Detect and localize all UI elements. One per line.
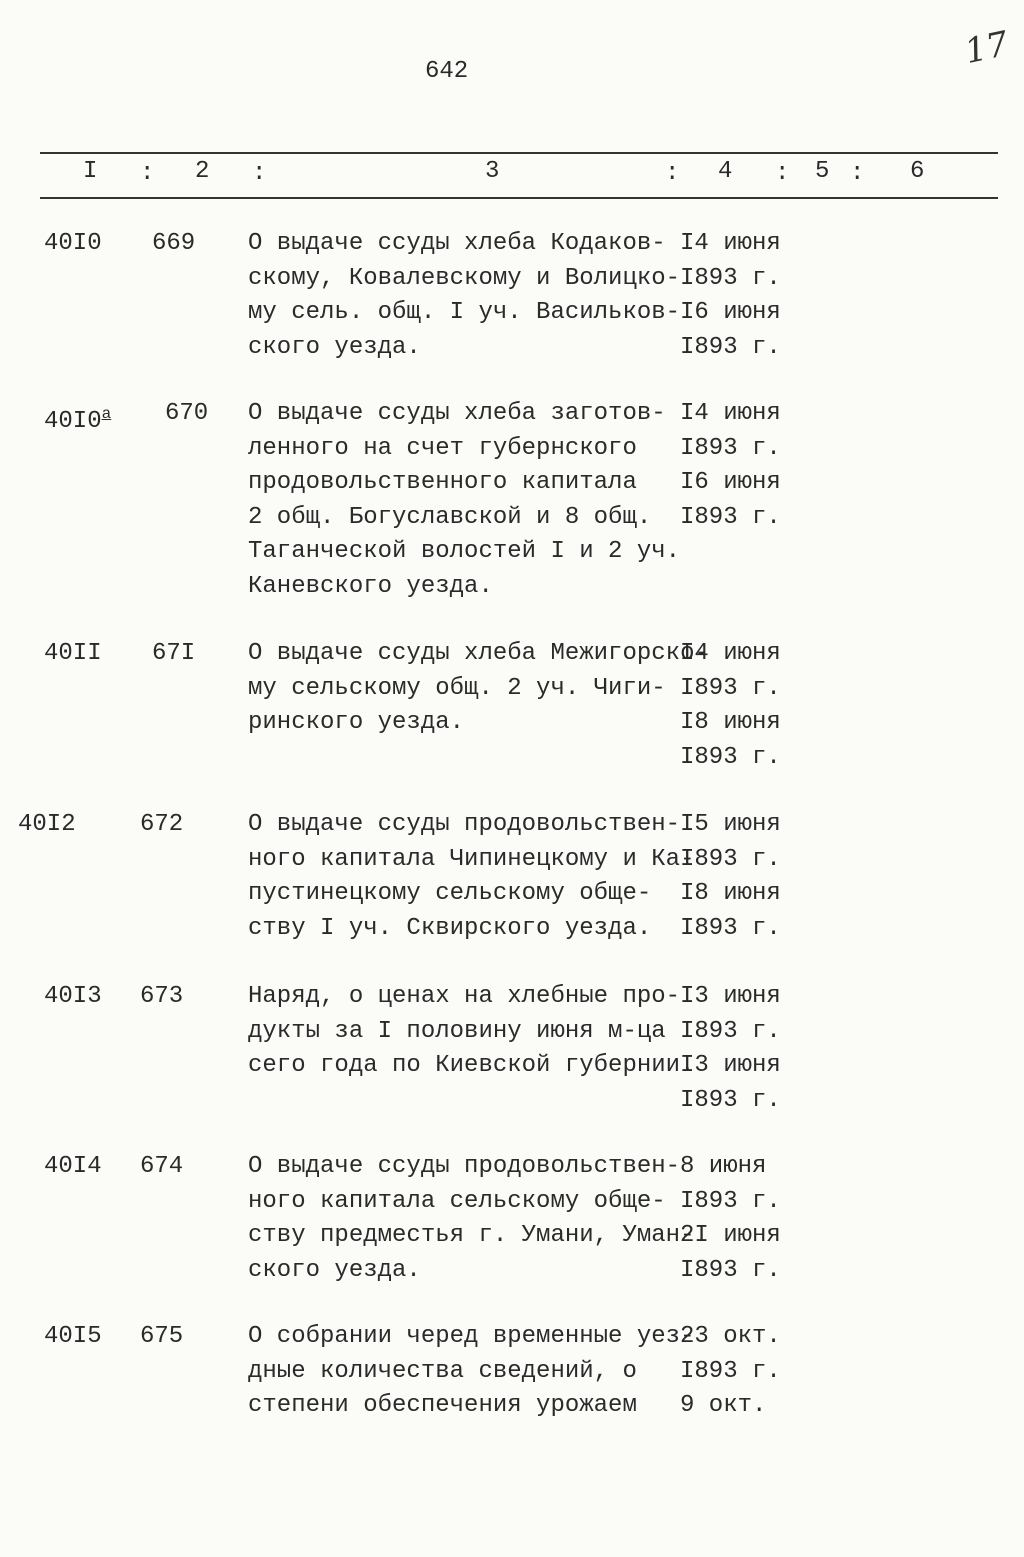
file-number: 67I: [152, 640, 196, 667]
entry-title: О выдаче ссуды продовольствен- ного капитала Чипинецкому и Ка- пустинецкому сельскому обще- ству I уч. Сквирского уезда.: [248, 811, 695, 942]
folio-mark: 17: [961, 23, 1012, 73]
entry-dates: I5 июня I893 г. I8 июня I893 г.: [680, 811, 781, 942]
entry-number-suffix: а: [101, 405, 112, 423]
file-number: 672: [140, 811, 184, 838]
entry-number: 40I5: [44, 1323, 102, 1350]
entry-dates: I3 июня I893 г. I3 июня I893 г.: [680, 983, 781, 1114]
file-number: 669: [152, 230, 196, 257]
entry-title: О выдаче ссуды продовольствен- ного капитала сельскому обще- ству предместья г. Умани, Уман- ского уезда.: [248, 1153, 695, 1284]
entry-dates: 8 июня I893 г. 2I июня I893 г.: [680, 1153, 781, 1284]
entry-dates: I4 июня I893 г. I6 июня I893 г.: [680, 230, 781, 361]
entry-dates: I4 июня I893 г. I6 июня I893 г.: [680, 400, 781, 531]
file-number: 670: [165, 400, 209, 427]
entry-number: 40I3: [44, 983, 102, 1010]
header-top-rule: [40, 152, 998, 154]
entry-title: О выдаче ссуды хлеба заготов- ленного на счет губернского продовольственного капитала 2 общ. Богуславской и 8 общ. Таганческой волостей I и 2 уч. Каневского уезда.: [248, 400, 681, 600]
file-number: 673: [140, 983, 184, 1010]
page-number: 642: [425, 58, 469, 85]
col-separator: :: [665, 160, 680, 187]
entry-number: 40I2: [18, 811, 76, 838]
entry-number: 40II: [44, 640, 102, 667]
col-header-3: 3: [485, 158, 500, 185]
col-header-6: 6: [910, 158, 925, 185]
file-number: 674: [140, 1153, 184, 1180]
entry-title: О выдаче ссуды хлеба Межигорско- му сельскому общ. 2 уч. Чиги- ринского уезда.: [248, 640, 709, 736]
col-separator: :: [850, 160, 865, 187]
entry-title: О собрании черед временные уез- дные количества сведений, о степени обеспечения урожаем: [248, 1323, 695, 1419]
entry-number: 40I0: [44, 230, 102, 257]
entry-dates: 23 окт. I893 г. 9 окт.: [680, 1323, 781, 1419]
col-separator: :: [252, 160, 267, 187]
entry-title: О выдаче ссуды хлеба Кодаков- скому, Ковалевскому и Волицко- му сель. общ. I уч. Васильков- ского уезда.: [248, 230, 681, 361]
col-header-5: 5: [815, 158, 830, 185]
file-number: 675: [140, 1323, 184, 1350]
entry-dates: I4 июня I893 г. I8 июня I893 г.: [680, 640, 781, 771]
col-separator: :: [140, 160, 155, 187]
col-separator: :: [775, 160, 790, 187]
entry-number: 40I4: [44, 1153, 102, 1180]
header-bottom-rule: [40, 197, 998, 199]
entry-title: Наряд, о ценах на хлебные про- дукты за I половину июня м-ца сего года по Киевской губернии.: [248, 983, 695, 1079]
col-header-1: I: [83, 158, 98, 185]
col-header-4: 4: [718, 158, 733, 185]
entry-number: $40I0^а$: [44, 405, 112, 435]
col-header-2: 2: [195, 158, 210, 185]
